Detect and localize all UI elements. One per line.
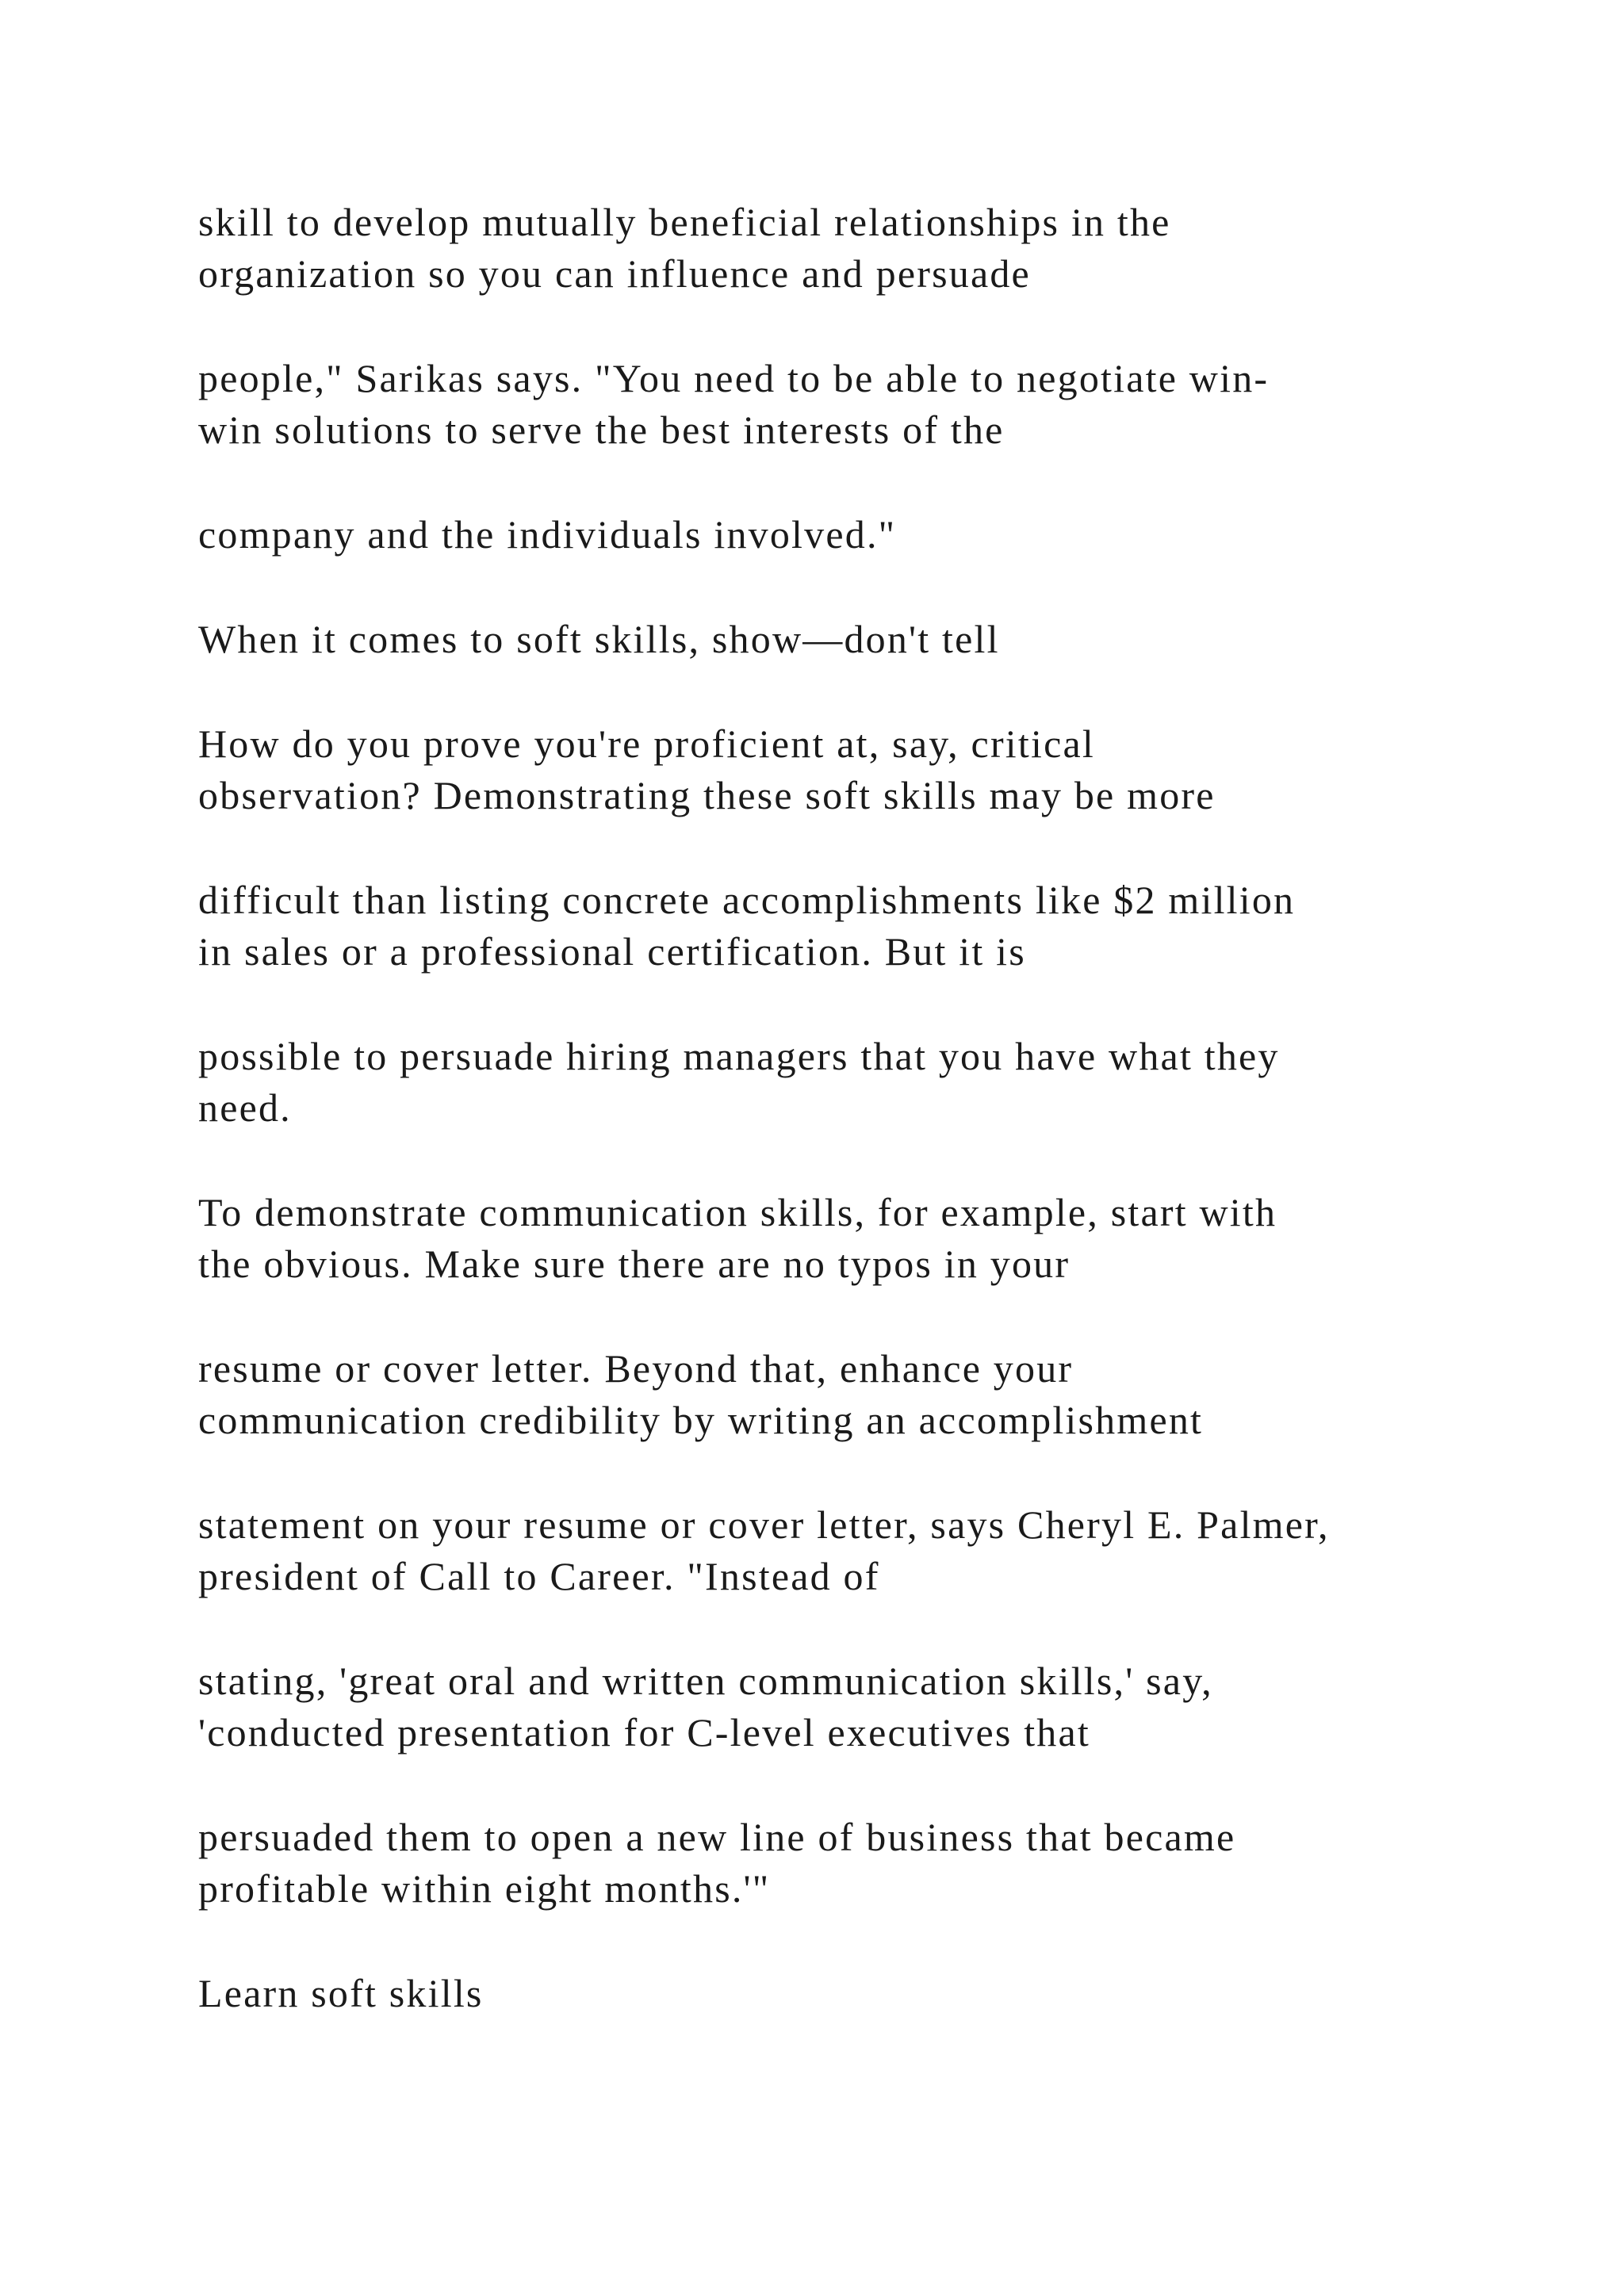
paragraph-9 (198, 1343, 1499, 1446)
paragraph-line: in sales or a professional certification. But it is (198, 929, 1026, 974)
paragraph-2 (198, 353, 1499, 456)
paragraph-line: skill to develop mutually beneficial relationships in the (198, 200, 1171, 244)
paragraph-6 (198, 874, 1499, 978)
paragraph-line: organization so you can influence and persuade (198, 251, 1031, 296)
paragraph-line: To demonstrate communication skills, for example, start with (198, 1190, 1277, 1234)
document-body (198, 197, 1499, 2072)
paragraph-8 (198, 1187, 1499, 1290)
paragraph-11 (198, 1655, 1499, 1758)
paragraph-line: possible to persuade hiring managers that you have what they (198, 1034, 1280, 1078)
paragraph-line: statement on your resume or cover letter, says Cheryl E. Palmer, (198, 1502, 1330, 1547)
paragraph-5 (198, 718, 1499, 821)
paragraph-line: observation? Demonstrating these soft skills may be more (198, 773, 1216, 817)
paragraph-line: president of Call to Career. "Instead of (198, 1554, 880, 1598)
paragraph-line: persuaded them to open a new line of business that became (198, 1815, 1236, 1859)
paragraph-line: stating, 'great oral and written communication skills,' say, (198, 1659, 1213, 1703)
heading-line: Learn soft skills (198, 1971, 484, 2015)
paragraph-7 (198, 1031, 1499, 1134)
paragraph-3 (198, 509, 1499, 561)
paragraph-10 (198, 1499, 1499, 1602)
section-heading-show-dont-tell (198, 614, 1499, 665)
paragraph-1 (198, 197, 1499, 300)
paragraph-line: profitable within eight months.'" (198, 1866, 771, 1911)
paragraph-line: need. (198, 1085, 292, 1130)
paragraph-line: people," Sarikas says. "You need to be able to negotiate win- (198, 356, 1270, 400)
paragraph-line: communication credibility by writing an accomplishment (198, 1398, 1204, 1442)
paragraph-line: win solutions to serve the best interests of the (198, 408, 1005, 452)
paragraph-12 (198, 1812, 1499, 1915)
paragraph-line: 'conducted presentation for C-level executives that (198, 1710, 1090, 1755)
paragraph-line: How do you prove you're proficient at, say, critical (198, 721, 1095, 766)
paragraph-line: resume or cover letter. Beyond that, enhance your (198, 1346, 1074, 1391)
paragraph-line: difficult than listing concrete accomplishments like $2 million (198, 878, 1296, 922)
heading-line: When it comes to soft skills, show—don't tell (198, 617, 1000, 661)
paragraph-line: the obvious. Make sure there are no typos in your (198, 1242, 1071, 1286)
section-heading-learn-soft-skills (198, 1968, 1499, 2019)
paragraph-line: company and the individuals involved." (198, 512, 897, 557)
